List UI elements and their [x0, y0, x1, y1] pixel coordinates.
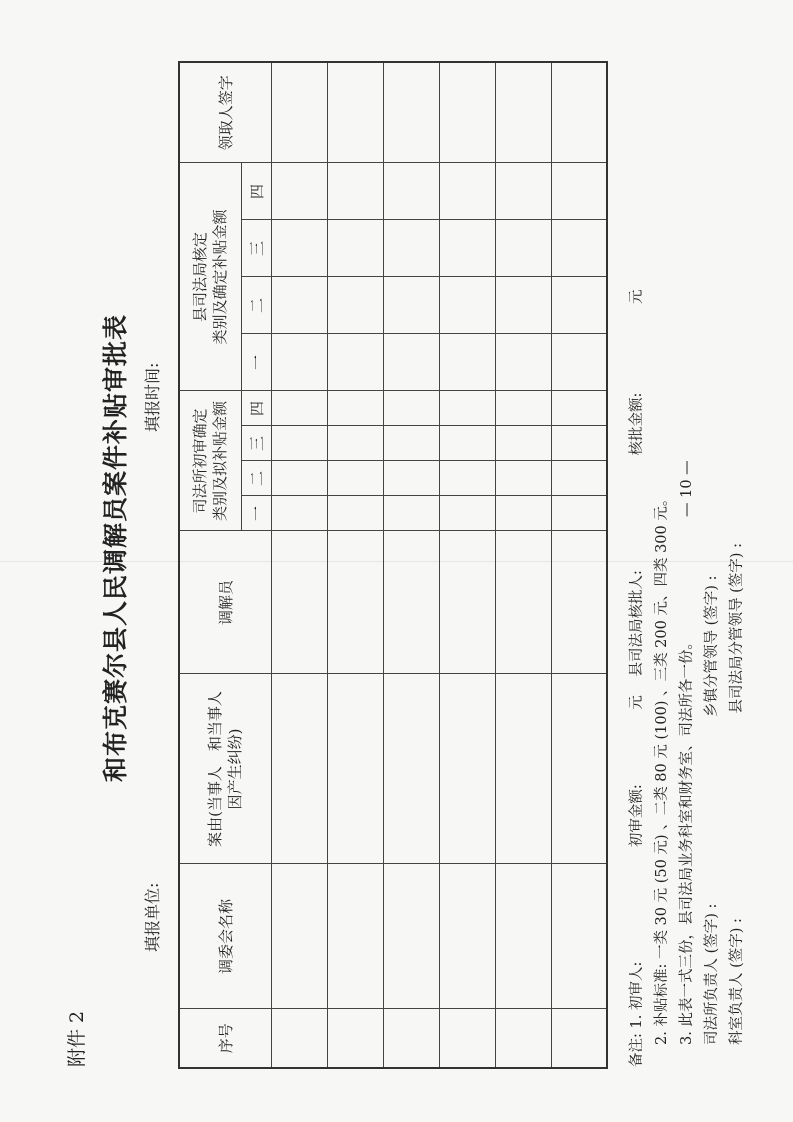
cell-bureau-amount-4[interactable]	[327, 163, 383, 220]
cell-office-amount-3[interactable]	[327, 426, 383, 461]
header-office-line2: 类别及拟补贴金额	[211, 400, 230, 521]
cell-recipient-signature[interactable]	[327, 62, 383, 163]
header-committee-name: 调委会名称	[179, 864, 271, 1009]
sub-cat-bureau-3: 三	[241, 220, 271, 277]
header-office-line1: 司法所初审确定	[191, 408, 209, 514]
cell-office-amount-2[interactable]	[439, 461, 495, 496]
cell-committee-name[interactable]	[271, 864, 327, 1009]
cell-mediator[interactable]	[327, 531, 383, 674]
cell-office-amount-4[interactable]	[271, 391, 327, 426]
cell-office-amount-3[interactable]	[551, 426, 607, 461]
cell-bureau-amount-4[interactable]	[495, 163, 551, 220]
cell-office-amount-4[interactable]	[495, 391, 551, 426]
cell-bureau-amount-3[interactable]	[271, 220, 327, 277]
cell-office-amount-4[interactable]	[327, 391, 383, 426]
cell-recipient-signature[interactable]	[495, 62, 551, 163]
cell-bureau-amount-3[interactable]	[495, 220, 551, 277]
header-office-review	[179, 391, 241, 531]
cell-office-amount-3[interactable]	[495, 426, 551, 461]
cell-committee-name[interactable]	[383, 864, 439, 1009]
header-cause-line1: 案由(当事人 和当事人	[206, 691, 224, 847]
sub-cat-office-2: 二	[241, 461, 271, 496]
cell-mediator[interactable]	[495, 531, 551, 674]
cell-seq[interactable]	[495, 1009, 551, 1068]
sub-cat-office-4: 四	[241, 391, 271, 426]
cell-bureau-amount-3[interactable]	[439, 220, 495, 277]
cell-office-amount-2[interactable]	[551, 461, 607, 496]
cell-recipient-signature[interactable]	[383, 62, 439, 163]
attachment-label: 附件 2	[66, 1010, 88, 1067]
header-mediator: 调解员	[179, 531, 271, 674]
cell-recipient-signature[interactable]	[439, 62, 495, 163]
cell-recipient-signature[interactable]	[271, 62, 327, 163]
header-recipient-signature: 领取人签字	[179, 62, 271, 163]
header-bureau-approval	[179, 163, 241, 391]
cell-cause[interactable]	[439, 674, 495, 864]
cell-bureau-amount-1[interactable]	[439, 334, 495, 391]
cell-committee-name[interactable]	[439, 864, 495, 1009]
cell-seq[interactable]	[327, 1009, 383, 1068]
cell-bureau-amount-1[interactable]	[383, 334, 439, 391]
note-review-unit: 元	[629, 695, 645, 710]
subsidy-approval-table	[178, 61, 608, 1069]
cell-seq[interactable]	[439, 1009, 495, 1068]
cell-bureau-amount-1[interactable]	[495, 334, 551, 391]
header-cause	[179, 674, 271, 864]
table-row	[327, 62, 383, 1068]
cell-bureau-amount-2[interactable]	[439, 277, 495, 334]
cell-bureau-amount-4[interactable]	[383, 163, 439, 220]
fill-unit-label: 填报单位:	[143, 882, 162, 952]
cell-office-amount-1[interactable]	[383, 496, 439, 531]
page-title: 和布克赛尔县人民调解员案件补贴审批表	[101, 313, 130, 782]
note-bureau-approver: 县司法局核批人:	[629, 570, 645, 677]
note-line-4	[705, 576, 720, 1045]
cell-office-amount-2[interactable]	[383, 461, 439, 496]
cell-seq[interactable]	[271, 1009, 327, 1068]
cell-recipient-signature[interactable]	[551, 62, 607, 163]
table-row	[383, 62, 439, 1068]
cell-office-amount-1[interactable]	[271, 496, 327, 531]
cell-bureau-amount-1[interactable]	[551, 334, 607, 391]
note-approved-amount: 核批金额:	[629, 392, 645, 456]
cell-committee-name[interactable]	[495, 864, 551, 1009]
header-cause-line2: 因产生纠纷)	[226, 728, 245, 810]
table-row	[271, 62, 327, 1068]
cell-bureau-amount-2[interactable]	[551, 277, 607, 334]
cell-office-amount-4[interactable]	[551, 391, 607, 426]
page-number: — 10 —	[679, 460, 695, 517]
sub-cat-bureau-1: 一	[241, 334, 271, 391]
cell-cause[interactable]	[495, 674, 551, 864]
cell-office-amount-3[interactable]	[383, 426, 439, 461]
table-row	[439, 62, 495, 1068]
note-line-3: 3. 此表一式三份，县司法局业务科室和财务室、司法所各一份。	[679, 635, 695, 1045]
cell-office-amount-4[interactable]	[439, 391, 495, 426]
note-office-head-signature: 司法所负责人 (签字) :	[704, 903, 720, 1045]
table-row	[551, 62, 607, 1068]
fill-time-label: 填报时间:	[143, 362, 162, 432]
cell-bureau-amount-4[interactable]	[439, 163, 495, 220]
sub-cat-office-1: 一	[241, 496, 271, 531]
cell-office-amount-1[interactable]	[439, 496, 495, 531]
cell-office-amount-1[interactable]	[495, 496, 551, 531]
cell-bureau-amount-2[interactable]	[327, 277, 383, 334]
cell-bureau-amount-2[interactable]	[383, 277, 439, 334]
cell-office-amount-2[interactable]	[495, 461, 551, 496]
cell-bureau-amount-4[interactable]	[551, 163, 607, 220]
cell-office-amount-3[interactable]	[271, 426, 327, 461]
cell-office-amount-3[interactable]	[439, 426, 495, 461]
cell-bureau-amount-3[interactable]	[383, 220, 439, 277]
cell-bureau-amount-3[interactable]	[327, 220, 383, 277]
cell-office-amount-4[interactable]	[383, 391, 439, 426]
cell-cause[interactable]	[383, 674, 439, 864]
note-line-1	[630, 289, 645, 1067]
note-reviewer: 备注: 1. 初审人:	[629, 961, 645, 1067]
note-section-head-signature: 科室负责人 (签字) :	[729, 918, 745, 1045]
note-review-amount: 初审金额:	[629, 784, 645, 848]
table-row	[495, 62, 551, 1068]
cell-committee-name[interactable]	[327, 864, 383, 1009]
header-bureau-line1: 县司法局核定	[191, 231, 209, 322]
cell-bureau-amount-2[interactable]	[495, 277, 551, 334]
cell-bureau-amount-1[interactable]	[327, 334, 383, 391]
cell-mediator[interactable]	[439, 531, 495, 674]
cell-bureau-amount-1[interactable]	[271, 334, 327, 391]
note-bureau-leader-signature: 县司法局分管领导 (签字) :	[729, 543, 745, 714]
cell-office-amount-2[interactable]	[327, 461, 383, 496]
note-line-5	[730, 543, 745, 1045]
cell-cause[interactable]	[551, 674, 607, 864]
sub-cat-office-3: 三	[241, 426, 271, 461]
note-township-leader-signature: 乡镇分管领导 (签字) :	[704, 575, 720, 717]
header-bureau-line2: 类别及确定补贴金额	[211, 209, 230, 345]
header-seq: 序号	[179, 1009, 271, 1068]
cell-seq[interactable]	[383, 1009, 439, 1068]
sub-cat-bureau-2: 二	[241, 277, 271, 334]
cell-mediator[interactable]	[551, 531, 607, 674]
cell-office-amount-2[interactable]	[271, 461, 327, 496]
note-approved-unit: 元	[629, 289, 645, 304]
cell-mediator[interactable]	[383, 531, 439, 674]
cell-office-amount-1[interactable]	[327, 496, 383, 531]
cell-office-amount-1[interactable]	[551, 496, 607, 531]
cell-bureau-amount-4[interactable]	[271, 163, 327, 220]
cell-cause[interactable]	[327, 674, 383, 864]
cell-seq[interactable]	[551, 1009, 607, 1068]
cell-mediator[interactable]	[271, 531, 327, 674]
cell-bureau-amount-2[interactable]	[271, 277, 327, 334]
sub-cat-bureau-4: 四	[241, 163, 271, 220]
cell-cause[interactable]	[271, 674, 327, 864]
cell-committee-name[interactable]	[551, 864, 607, 1009]
note-line-2: 2. 补贴标准: 一类 30 元 (50 元) 、二类 80 元 (100) 、三类 200 元、四类 300 元。	[654, 491, 670, 1045]
cell-bureau-amount-3[interactable]	[551, 220, 607, 277]
